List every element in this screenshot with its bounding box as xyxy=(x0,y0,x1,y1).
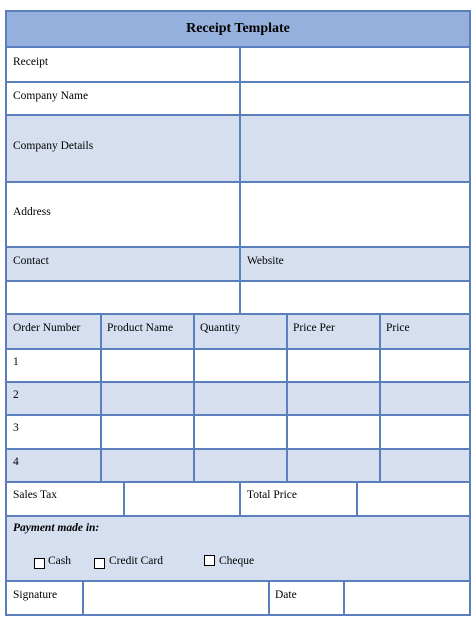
order-row-2-number: 2 xyxy=(13,389,19,401)
grid-line xyxy=(7,81,469,83)
grid-line xyxy=(268,580,270,616)
credit-card-checkbox[interactable] xyxy=(94,558,105,569)
credit-card-label: Credit Card xyxy=(109,555,163,567)
grid-line xyxy=(7,46,469,48)
receipt-label: Receipt xyxy=(13,56,49,68)
grid-line xyxy=(7,181,469,183)
price-header: Price xyxy=(386,322,410,334)
receipt-form xyxy=(5,10,471,616)
grid-line xyxy=(123,481,125,515)
grid-line xyxy=(343,580,345,616)
product-name-header: Product Name xyxy=(107,322,174,334)
sales-tax-field[interactable] xyxy=(125,483,241,515)
address-label: Address xyxy=(13,206,51,218)
grid-line xyxy=(7,580,469,582)
grid-line xyxy=(7,515,469,517)
grid-line xyxy=(193,313,195,481)
date-label: Date xyxy=(275,589,297,601)
grid-line xyxy=(7,448,469,450)
signature-field[interactable] xyxy=(84,582,268,616)
cash-label: Cash xyxy=(48,555,71,567)
order-row-3-number: 3 xyxy=(13,422,19,434)
order-row-2 xyxy=(7,382,469,414)
grid-line xyxy=(379,313,381,481)
date-field[interactable] xyxy=(345,582,469,616)
quantity-header: Quantity xyxy=(200,322,241,334)
grid-line xyxy=(7,481,469,483)
company-details-label: Company Details xyxy=(13,140,94,152)
title-bar xyxy=(7,12,469,46)
company-details-field[interactable] xyxy=(241,116,469,181)
receipt-field[interactable] xyxy=(241,48,469,81)
address-field[interactable] xyxy=(241,183,469,247)
cash-checkbox[interactable] xyxy=(34,558,45,569)
cheque-label: Cheque xyxy=(219,555,255,567)
contact-label: Contact xyxy=(13,255,49,267)
website-field[interactable] xyxy=(241,282,469,314)
grid-line xyxy=(239,481,241,515)
sales-tax-label: Sales Tax xyxy=(13,489,58,501)
contact-website-row xyxy=(7,248,469,280)
grid-line xyxy=(7,348,469,350)
company-name-label: Company Name xyxy=(13,90,89,102)
grid-line xyxy=(7,246,469,248)
price-per-header: Price Per xyxy=(293,322,335,334)
company-name-field[interactable] xyxy=(241,83,469,115)
website-label: Website xyxy=(247,255,284,267)
grid-line xyxy=(7,280,469,282)
grid-line xyxy=(7,414,469,416)
total-price-field[interactable] xyxy=(358,483,469,515)
page-title: Receipt Template xyxy=(186,21,290,36)
grid-line xyxy=(239,46,241,314)
grid-line xyxy=(7,114,469,116)
grid-line xyxy=(82,580,84,616)
signature-label: Signature xyxy=(13,589,58,601)
grid-line xyxy=(7,313,469,315)
grid-line xyxy=(7,381,469,383)
order-row-4-number: 4 xyxy=(13,456,19,468)
grid-line xyxy=(356,481,358,515)
grid-line xyxy=(100,313,102,481)
order-number-header: Order Number xyxy=(13,322,81,334)
order-row-4 xyxy=(7,449,469,481)
order-row-1-number: 1 xyxy=(13,356,19,368)
payment-heading: Payment made in: xyxy=(13,522,100,534)
contact-field[interactable] xyxy=(7,282,239,314)
cheque-checkbox[interactable] xyxy=(204,555,215,566)
grid-line xyxy=(286,313,288,481)
total-price-label: Total Price xyxy=(247,489,297,501)
